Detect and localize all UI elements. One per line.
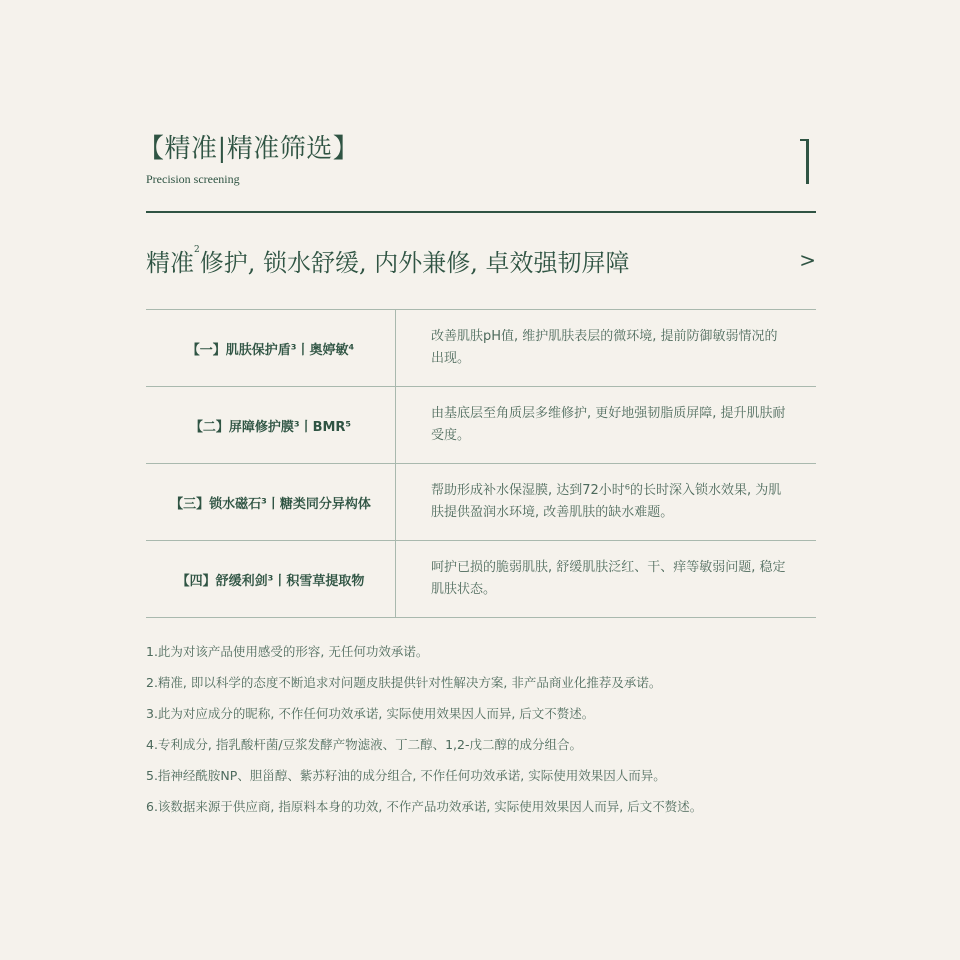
headline-footnote-mark: 2 [194,245,200,255]
ingredient-name: 【一】肌肤保护盾³丨奥婷敏⁴ [146,310,396,386]
ingredient-name: 【四】舒缓利剑³丨积雪草提取物 [146,541,396,617]
ingredient-desc: 帮助形成补水保湿膜, 达到72小时⁶的长时深入锁水效果, 为肌肤提供盈润水环境, 改善肌肤的缺水难题。 [431,483,782,520]
footnote-item: 3.此为对应成分的昵称, 不作任何功效承诺, 实际使用效果因人而异, 后文不赘述。 [146,706,595,721]
footnote-item: 6.该数据来源于供应商, 指原料本身的功效, 不作产品功效承诺, 实际使用效果因人而异, 后文不赘述。 [146,799,703,814]
footnote-item: 2.精准, 即以科学的态度不断追求对问题皮肤提供针对性解决方案, 非产品商业化推荐及承诺。 [146,675,662,690]
footnotes [146,642,816,828]
ingredient-desc: 呵护已损的脆弱肌肤, 舒缓肌肤泛红、干、痒等敏弱问题, 稳定肌肤状态。 [431,560,786,597]
page-title: 【精准|精准筛选】 [138,134,360,164]
footnote-item: 5.指神经酰胺NP、胆甾醇、紫苏籽油的成分组合, 不作任何功效承诺, 实际使用效果因人而异。 [146,768,666,783]
corner-bracket-icon [800,139,809,184]
headline [146,243,630,278]
page-subtitle: Precision screening [146,172,240,186]
table-row [146,310,816,387]
ingredient-name: 【二】屏障修护膜³丨BMR⁵ [146,387,396,463]
table-row [146,387,816,464]
ingredient-desc: 由基底层至角质层多维修护, 更好地强韧脂质屏障, 提升肌肤耐受度。 [431,406,786,443]
headline-part1: 精准 [146,249,194,277]
footnote-item: 4.专利成分, 指乳酸杆菌/豆浆发酵产物滤液、丁二醇、1,2-戊二醇的成分组合。 [146,737,582,752]
bracket-side [806,139,809,184]
header-divider [146,211,816,213]
ingredient-table [146,309,816,618]
chevron-right-icon[interactable]: > [799,248,816,272]
ingredient-name: 【三】锁水磁石³丨糖类同分异构体 [146,464,396,540]
ingredient-desc: 改善肌肤pH值, 维护肌肤表层的微环境, 提前防御敏弱情况的出现。 [431,329,778,366]
table-row [146,541,816,618]
table-row [146,464,816,541]
headline-part2: 修护, 锁水舒缓, 内外兼修, 卓效强韧屏障 [199,249,630,277]
footnote-item: 1.此为对该产品使用感受的形容, 无任何功效承诺。 [146,644,429,659]
content-panel [138,0,816,960]
